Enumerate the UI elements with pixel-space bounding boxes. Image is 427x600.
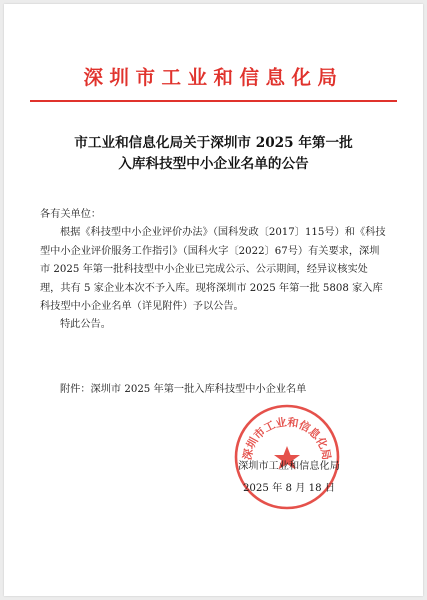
letterhead-rule <box>30 100 397 102</box>
signature-org: 深圳市工业和信息化局 <box>238 461 340 472</box>
main-paragraph: 根据《科技型中小企业评价办法》（国科发政〔2017〕115号）和《科技型中小企业评价服务工作指引》（国科火字〔2022〕67号）有关要求，深圳市 2025 年第一批科技型中小企业已完成公示、公示期间，经异议核实处理，共有 5 家企业本次不予入库。现将深圳市 2025 年第一批 5808 家入库科技型中小企业名单（详见附件）予以公告。 <box>40 227 386 313</box>
document-title-line-1: 市工业和信息化局关于深圳市 2025 年第一批 <box>74 135 353 151</box>
seal-text: 深圳市工业和信息化局 <box>240 415 334 462</box>
signature-block <box>194 456 384 500</box>
signature-date: 2025 年 8 月 18 日 <box>242 483 336 494</box>
attachment-line: 附件：深圳市 2025 年第一批入库科技型中小企业名单 <box>60 384 307 395</box>
salutation: 各有关单位： <box>40 209 102 220</box>
letterhead: 深圳市工业和信息化局 <box>83 66 344 89</box>
document-title-line-2: 入库科技型中小企业名单的公告 <box>118 156 309 172</box>
document-title <box>34 133 393 175</box>
closing-line: 特此公告。 <box>60 319 111 331</box>
document-page <box>4 4 423 596</box>
document-body <box>40 206 386 335</box>
